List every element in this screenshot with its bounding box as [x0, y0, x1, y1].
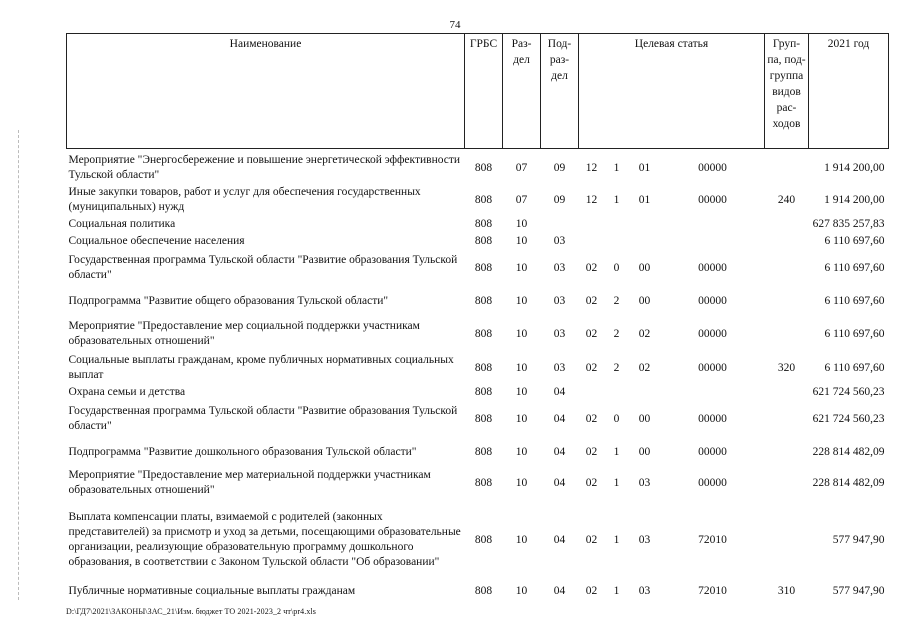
- cell-t1: 02: [585, 445, 598, 458]
- cell-t1: 02: [585, 361, 598, 374]
- cell-t3: 01: [638, 161, 651, 174]
- cell-razdel: 07: [515, 161, 528, 174]
- cell-razdel: 10: [515, 218, 528, 230]
- footer-file-path: D:\ГД7\2021\ЗАКОНЫ\ЗАС_21\Изм. бюджет ТО 2021-2023_2 чт\pr4.xls: [66, 607, 316, 616]
- cell-amount: 6 110 697,60: [824, 294, 885, 307]
- cell-t4: [661, 384, 765, 401]
- cell-t3: 01: [638, 193, 651, 206]
- cell-razdel: 10: [515, 235, 528, 247]
- cell-group: [765, 216, 809, 233]
- cell-amount: 577 947,90: [832, 533, 885, 546]
- table-row: [67, 286, 889, 316]
- cell-amount: 577 947,90: [832, 584, 885, 597]
- cell-t2: 2: [613, 294, 620, 307]
- cell-t4: 00000: [698, 412, 727, 425]
- cell-podrazdel: [541, 216, 579, 233]
- cell-podrazdel: 04: [553, 476, 566, 489]
- table-row: [67, 233, 889, 250]
- cell-group: 320: [777, 361, 796, 374]
- cell-amount: 621 724 560,23: [812, 386, 885, 398]
- cell-podrazdel: 04: [553, 412, 566, 425]
- margin-scan-marks: [18, 130, 21, 600]
- cell-name: Социальное обеспечение населения: [68, 235, 245, 247]
- cell-t1: 02: [585, 412, 598, 425]
- table-row: [67, 467, 889, 499]
- cell-group: [765, 437, 809, 467]
- cell-t3: 02: [638, 327, 651, 340]
- cell-amount: 6 110 697,60: [824, 327, 885, 340]
- cell-t4: 72010: [698, 533, 727, 546]
- cell-t1: 02: [585, 584, 598, 597]
- cell-group: [765, 316, 809, 352]
- cell-podrazdel: 04: [553, 445, 566, 458]
- cell-t3: [629, 233, 661, 250]
- cell-name: Подпрограмма "Развитие общего образования Тульской области": [68, 294, 389, 307]
- cell-razdel: 10: [515, 445, 528, 458]
- table-header: [67, 34, 889, 149]
- cell-t3: 03: [638, 476, 651, 489]
- cell-t2: [605, 384, 629, 401]
- header-grbs: ГРБС: [465, 34, 503, 149]
- cell-amount: 621 724 560,23: [812, 412, 885, 425]
- cell-t4: 00000: [698, 476, 727, 489]
- cell-name: Публичные нормативные социальные выплаты гражданам: [68, 584, 356, 597]
- cell-t4: 00000: [698, 193, 727, 206]
- header-name: Наименование: [67, 34, 465, 149]
- cell-group: [765, 499, 809, 581]
- cell-podrazdel: 09: [553, 193, 566, 206]
- cell-t1: [579, 384, 605, 401]
- cell-podrazdel: 03: [553, 294, 566, 307]
- cell-t4: [661, 233, 765, 250]
- cell-t3: 00: [638, 261, 651, 274]
- cell-amount: 228 814 482,09: [812, 476, 885, 489]
- table-row: [67, 216, 889, 233]
- cell-grbs: 808: [474, 386, 493, 398]
- cell-amount: 6 110 697,60: [824, 261, 885, 274]
- header-target: Целевая статья: [579, 34, 765, 149]
- cell-name: Мероприятие "Энергосбережение и повышение энергетической эффективности Тульской области": [68, 154, 461, 181]
- cell-group: [765, 384, 809, 401]
- cell-group: [765, 286, 809, 316]
- cell-name: Государственная программа Тульской области "Развитие образования Тульской области": [68, 254, 458, 281]
- table-row: [67, 184, 889, 216]
- cell-t1: 02: [585, 476, 598, 489]
- cell-grbs: 808: [474, 235, 493, 247]
- cell-t2: 0: [613, 261, 620, 274]
- cell-t1: 02: [585, 294, 598, 307]
- cell-grbs: 808: [474, 361, 493, 374]
- cell-amount: 228 814 482,09: [812, 445, 885, 458]
- cell-razdel: 10: [515, 261, 528, 274]
- cell-t3: 03: [638, 584, 651, 597]
- table-row: [67, 499, 889, 581]
- cell-grbs: 808: [474, 193, 493, 206]
- cell-podrazdel: 04: [553, 584, 566, 597]
- cell-t3: [629, 384, 661, 401]
- table-row: [67, 401, 889, 437]
- header-group: Груп- па, под- группа видов рас- ходов: [765, 34, 809, 149]
- cell-razdel: 10: [515, 386, 528, 398]
- cell-razdel: 10: [515, 584, 528, 597]
- cell-amount: 1 914 200,00: [824, 193, 885, 206]
- cell-t4: 00000: [698, 161, 727, 174]
- cell-t2: 0: [613, 412, 620, 425]
- cell-group: [765, 401, 809, 437]
- cell-t1: 12: [585, 193, 598, 206]
- cell-grbs: 808: [474, 412, 493, 425]
- cell-t4: 72010: [698, 584, 727, 597]
- cell-t2: [605, 216, 629, 233]
- cell-group: [765, 149, 809, 185]
- cell-name: Мероприятие "Предоставление мер материальной поддержки участникам образовательных отношений": [68, 469, 431, 496]
- cell-t2: 1: [613, 584, 620, 597]
- cell-t1: 02: [585, 261, 598, 274]
- cell-t3: 02: [638, 361, 651, 374]
- cell-name: Социальная политика: [68, 218, 176, 230]
- cell-podrazdel: 03: [553, 235, 566, 247]
- cell-grbs: 808: [474, 261, 493, 274]
- cell-t2: 2: [613, 361, 620, 374]
- cell-name: Подпрограмма "Развитие дошкольного образования Тульской области": [68, 445, 417, 458]
- table-row: [67, 316, 889, 352]
- cell-razdel: 10: [515, 361, 528, 374]
- cell-grbs: 808: [474, 327, 493, 340]
- cell-t3: [629, 216, 661, 233]
- cell-group: 240: [777, 193, 796, 206]
- cell-grbs: 808: [474, 533, 493, 546]
- cell-group: [765, 467, 809, 499]
- table-row: [67, 250, 889, 286]
- table-body: [67, 149, 889, 602]
- cell-group: [765, 250, 809, 286]
- cell-grbs: 808: [474, 476, 493, 489]
- cell-t4: 00000: [698, 261, 727, 274]
- cell-t2: [605, 233, 629, 250]
- cell-grbs: 808: [474, 161, 493, 174]
- cell-razdel: 10: [515, 533, 528, 546]
- cell-t3: 03: [638, 533, 651, 546]
- cell-name: Социальные выплаты гражданам, кроме публичных нормативных социальных выплат: [68, 354, 454, 381]
- header-razdel: Раз- дел: [503, 34, 541, 149]
- budget-table: [66, 33, 889, 601]
- cell-amount: 6 110 697,60: [824, 235, 885, 247]
- cell-grbs: 808: [474, 218, 493, 230]
- cell-t2: 1: [613, 161, 620, 174]
- cell-razdel: 10: [515, 476, 528, 489]
- cell-t2: 1: [613, 476, 620, 489]
- cell-podrazdel: 03: [553, 327, 566, 340]
- cell-amount: 1 914 200,00: [824, 161, 885, 174]
- cell-razdel: 10: [515, 327, 528, 340]
- cell-razdel: 10: [515, 412, 528, 425]
- header-year: 2021 год: [809, 34, 889, 149]
- cell-amount: 627 835 257,83: [812, 218, 885, 230]
- cell-t3: 00: [638, 412, 651, 425]
- table-row: [67, 384, 889, 401]
- table-row: [67, 581, 889, 601]
- cell-t1: 12: [585, 161, 598, 174]
- cell-podrazdel: 09: [553, 161, 566, 174]
- page-number: 74: [449, 19, 461, 31]
- cell-t1: 02: [585, 533, 598, 546]
- cell-podrazdel: 03: [553, 261, 566, 274]
- cell-name: Государственная программа Тульской области "Развитие образования Тульской области": [68, 405, 458, 432]
- cell-t1: [579, 233, 605, 250]
- cell-razdel: 10: [515, 294, 528, 307]
- cell-podrazdel: 03: [553, 361, 566, 374]
- cell-t1: 02: [585, 327, 598, 340]
- cell-group: [765, 233, 809, 250]
- cell-group: 310: [777, 584, 796, 597]
- cell-amount: 6 110 697,60: [824, 361, 885, 374]
- cell-t3: 00: [638, 445, 651, 458]
- cell-grbs: 808: [474, 584, 493, 597]
- cell-t4: 00000: [698, 294, 727, 307]
- cell-t4: [661, 216, 765, 233]
- cell-t2: 1: [613, 445, 620, 458]
- cell-t4: 00000: [698, 361, 727, 374]
- cell-t3: 00: [638, 294, 651, 307]
- cell-t4: 00000: [698, 445, 727, 458]
- cell-t2: 2: [613, 327, 620, 340]
- cell-grbs: 808: [474, 445, 493, 458]
- cell-t1: [579, 216, 605, 233]
- table-row: [67, 352, 889, 384]
- table-row: [67, 149, 889, 185]
- cell-name: Охрана семьи и детства: [68, 386, 186, 398]
- cell-grbs: 808: [474, 294, 493, 307]
- cell-podrazdel: 04: [553, 533, 566, 546]
- cell-t4: 00000: [698, 327, 727, 340]
- cell-t2: 1: [613, 193, 620, 206]
- cell-t2: 1: [613, 533, 620, 546]
- cell-name: Выплата компенсации платы, взимаемой с родителей (законных представителей) за присмотр и уход за детьми, посещающими образовательные организации, реализующие образовательную программу дошкольного образования, в соответствии с Законом Тульской области "Об образовании": [68, 511, 461, 568]
- cell-name: Иные закупки товаров, работ и услуг для обеспечения государственных (муниципальных) нужд: [68, 186, 421, 213]
- cell-podrazdel: 04: [553, 386, 566, 398]
- header-podrazdel: Под- раз- дел: [541, 34, 579, 149]
- cell-razdel: 07: [515, 193, 528, 206]
- cell-name: Мероприятие "Предоставление мер социальной поддержки участникам образовательных отношений": [68, 320, 420, 347]
- table-row: [67, 437, 889, 467]
